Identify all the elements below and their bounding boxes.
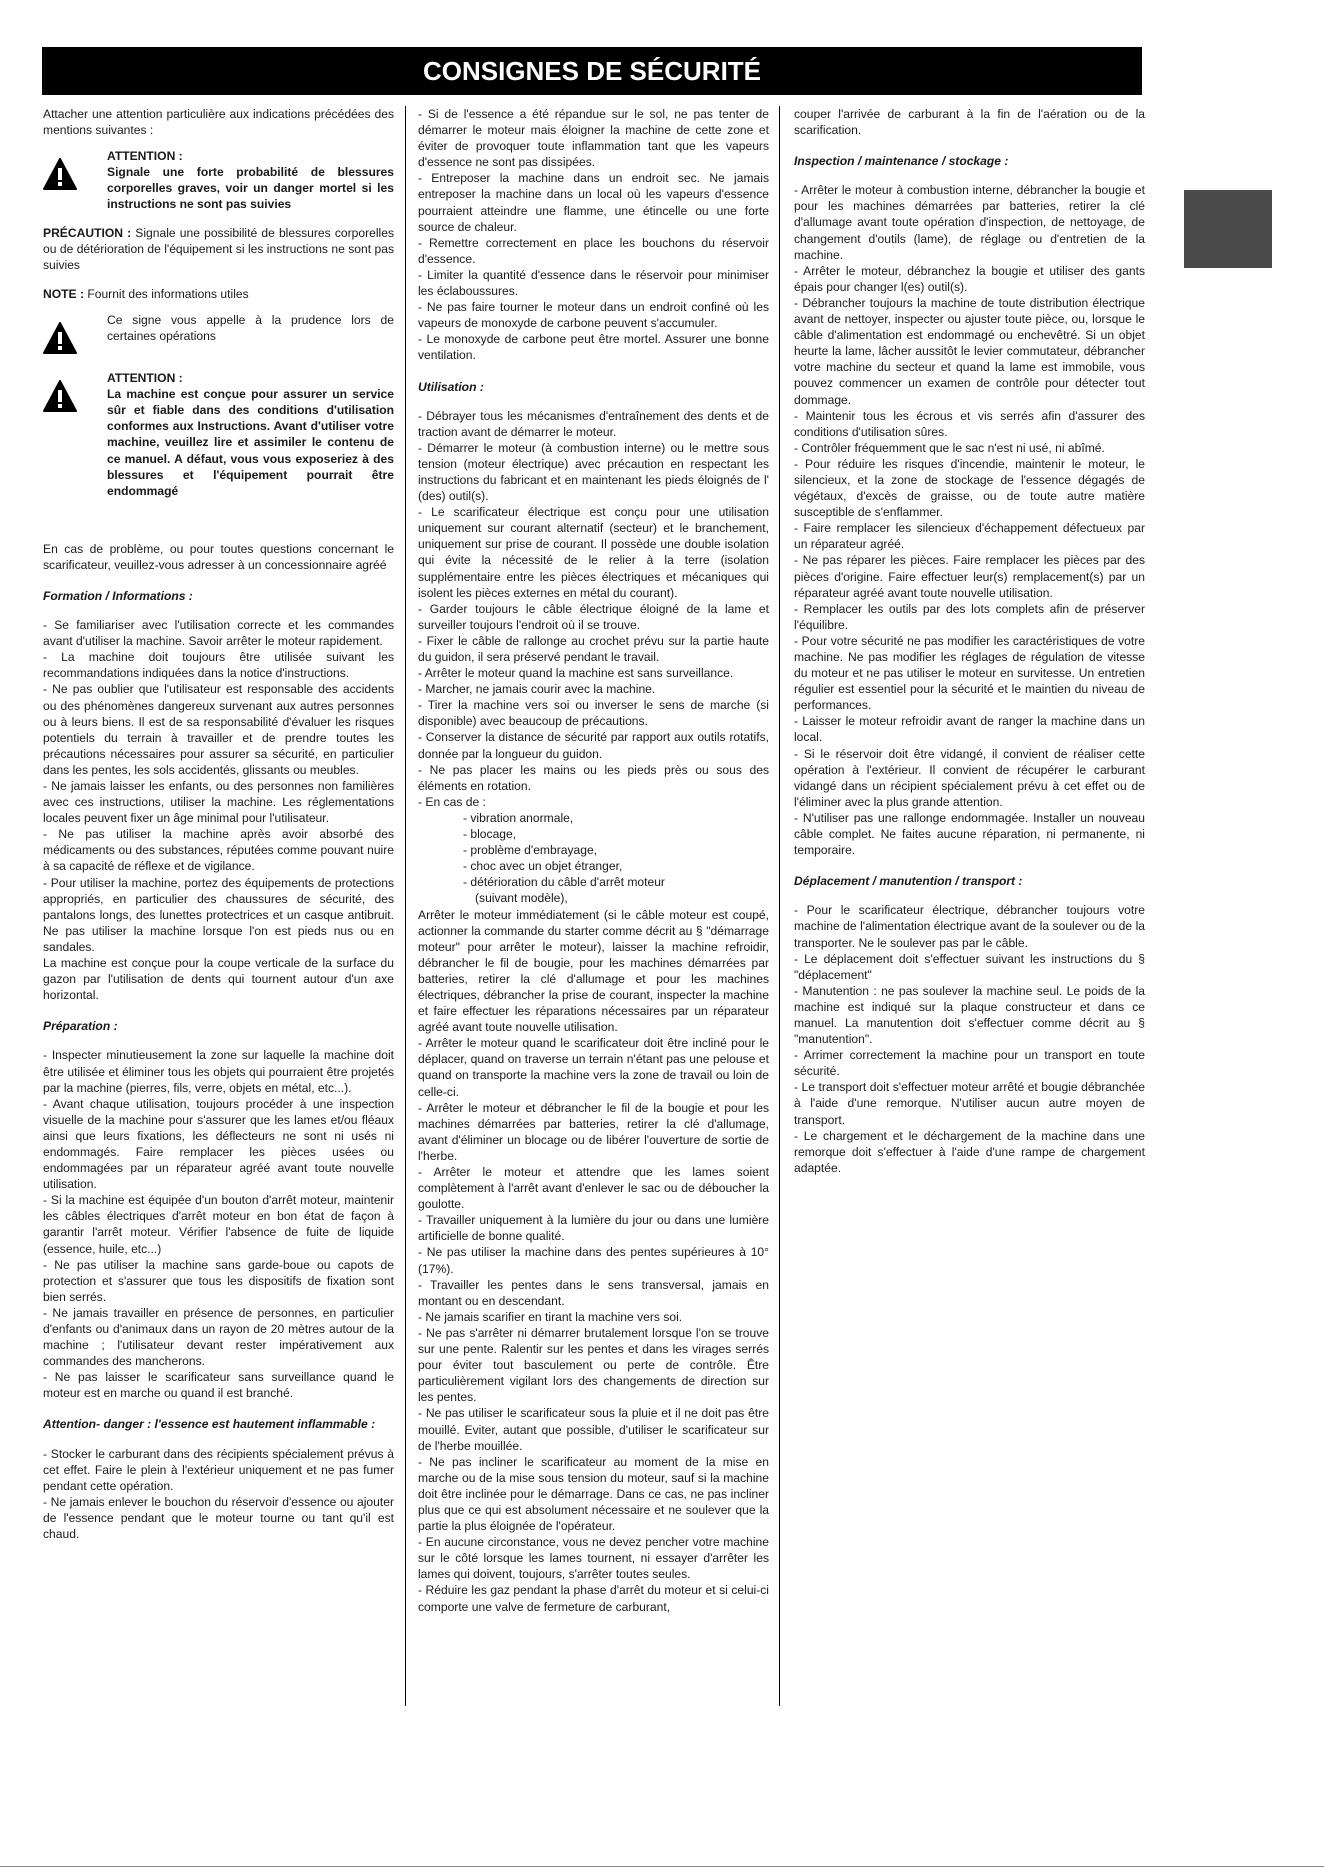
fuel-list-continued [418, 106, 769, 364]
paragraph: La machine est conçue pour la coupe verticale de la surface du gazon par l'utilisation de dents qui tournent autour d'un axe horizontal. [43, 956, 394, 1003]
paragraph: - Si la machine est équipée d'un bouton d'arrêt moteur, maintenir les câbles électriques d'arrêt moteur en bon état de façon à garantir l'arrêt moteur. Vérifier l'absence de fuite de liquide (essence, huile, etc...) [43, 1193, 394, 1256]
paragraph: - Laisser le moteur refroidir avant de ranger la machine dans un local. [794, 714, 1145, 745]
paragraph: - Si de l'essence a été répandue sur le sol, ne pas tenter de démarrer le moteur mais éloigner la machine de cette zone et éviter de provoquer toute inflammation tant que les vapeurs d'essence ne sont pas dissipées. [418, 107, 769, 170]
paragraph: - Arrêter le moteur quand la machine est sans surveillance. [418, 666, 734, 681]
paragraph: - Tirer la machine vers soi ou inverser le sens de marche (si disponible) avec beaucoup de précautions. [418, 698, 769, 729]
paragraph: - Ne jamais enlever le bouchon du réservoir d'essence ou ajouter de l'essence pendant que le moteur tourne ou tant qu'il est chaud. [43, 1494, 394, 1542]
note-label: NOTE : [43, 286, 84, 301]
list-item: - détérioration du câble d'arrêt moteur [463, 875, 665, 890]
paragraph: - En aucune circonstance, vous ne devez pencher votre machine sur le côté lorsque les lames tournent, ni essayer d'arrêter les lames qui doivent, toujours, s'arrêter toutes seules. [418, 1535, 769, 1582]
intro-text: Attacher une attention particulière aux indications précédées des mentions suivantes : [43, 107, 394, 138]
deplacement-list [794, 902, 1145, 1176]
paragraph: - Garder toujours le câble électrique éloigné de la lame et surveiller toujours l'endroit où il se trouve. [418, 601, 769, 632]
paragraph: - Ne pas utiliser le scarificateur sous la pluie et il ne doit pas être mouillé. Eviter, autant que possible, d'utiliser le scarificateur sur de l'herbe mouillée. [418, 1406, 769, 1453]
section-heading-utilisation: Utilisation : [418, 379, 484, 394]
paragraph: - Fixer le câble de rallonge au crochet prévu sur la partie haute du guidon, il sera préservé pendant le travail. [418, 633, 769, 664]
paragraph: - Maintenir tous les écrous et vis serrés afin d'assurer des conditions d'utilisation sûres. [794, 408, 1145, 439]
preparation-list [43, 1047, 394, 1401]
precaution-label: PRÉCAUTION : [43, 225, 132, 240]
paragraph: - Pour le scarificateur électrique, débrancher toujours votre machine de l'alimentation électrique avant de la soulever ou de la transporter. Ne le soulever pas par le câble. [794, 903, 1145, 950]
paragraph: - Ne pas laisser le scarificateur sans surveillance quand le moteur est en marche ou quand il est branché. [43, 1370, 394, 1401]
paragraph: Arrêter le moteur immédiatement (si le câble moteur est coupé, actionner la commande du starter comme décrit au § "démarrage moteur" pour arrêter le moteur), laisser la machine refroidir, débrancher le fil de bougie, pour les machines démarrées par batteries, retirer la clé d'allumage et pour les machines électriques, débrancher la prise de courant, inspecter la machine et faire effectuer les réparations nécessaires par un réparateur agréé avant toute nouvelle utilisation. [418, 907, 769, 1035]
fuel-danger-list [43, 1446, 394, 1543]
paragraph: - Limiter la quantité d'essence dans le réservoir pour minimiser les éclaboussures. [418, 267, 769, 299]
paragraph: - Ne pas s'arrêter ni démarrer brutalement lorsque l'on se trouve sur une pente. Ralentir sur les pentes et dans les virages serrés pour éviter tout basculement ou perte de contrôle. Être particulièrement vigilant lors des changements de direction sur les pentes. [418, 1325, 769, 1405]
page-bottom-rule [0, 1866, 1324, 1867]
list-item: (suivant modèle), [475, 891, 568, 906]
paragraph: - Le scarificateur électrique est conçu pour une utilisation uniquement sur courant alternatif (secteur) et le branchement, uniquement sur prise de courant. Il possède une double isolation qui évite la nécessité de le relier à la terre (isolation supplémentaire entre les pièces électriques et mécaniques qui isolent les pièces externes en métal du courant). [418, 505, 769, 600]
warning-block [43, 148, 394, 212]
paragraph: - Le transport doit s'effectuer moteur arrêté et bougie débranchée à l'aide d'une remorque. N'utiliser aucun autre moyen de transport. [794, 1080, 1145, 1127]
column-divider [405, 106, 406, 1706]
column-middle [418, 106, 769, 1615]
paragraph: - Ne pas utiliser la machine dans des pentes supérieures à 10° (17%). [418, 1245, 769, 1276]
caution-text: Ce signe vous appelle à la prudence lors de certaines opérations [107, 312, 394, 344]
paragraph: - Travailler uniquement à la lumière du jour ou dans une lumière artificielle de bonne qualité. [418, 1213, 769, 1244]
warning-icon [43, 312, 107, 358]
paragraph: - Ne pas incliner le scarificateur au moment de la mise en marche ou de la mise sous tension du moteur, sauf si la machine doit être inclinée pour le démarrage. Dans ce cas, ne pas incliner plus que ce qui est absolument nécessaire et ne soulever que la partie la plus éloignée de l'opérateur. [418, 1454, 769, 1534]
paragraph: - Conserver la distance de sécurité par rapport aux outils rotatifs, donnée par la longueur du guidon. [418, 730, 769, 761]
paragraph: - Pour réduire les risques d'incendie, maintenir le moteur, le silencieux, et la zone de stockage de l'essence dégagés de végétaux, d'excès de graisse, ou de toute autre matière susceptible de s'enflammer. [794, 456, 1145, 520]
paragraph: - Ne jamais travailler en présence de personnes, en particulier d'enfants ou d'animaux dans un rayon de 20 mètres autour de la machine ; l'utilisateur devant rester impérativement aux commandes des mancherons. [43, 1305, 394, 1369]
warning-heading: ATTENTION : [107, 371, 183, 386]
paragraph: - Remplacer les outils par des lots complets afin de préserver l'équilibre. [794, 601, 1145, 632]
paragraph: - Contrôler fréquemment que le sac n'est ni usé, ni abîmé. [794, 440, 1105, 455]
list-item: - vibration anormale, [463, 810, 574, 825]
paragraph: - Arrêter le moteur à combustion interne, débrancher la bougie et pour les machines démarrées par batteries, retirer la clé d'allumage avant toute opération d'inspection, de nettoyage, de changement d'outils (lame), de réglage ou d'entretien de la machine. [794, 183, 1145, 262]
list-item: - blocage, [463, 827, 517, 842]
paragraph: - Débrayer tous les mécanismes d'entraînement des dents et de traction avant de démarrer le moteur. [418, 408, 769, 439]
paragraph: - Le monoxyde de carbone peut être mortel. Assurer une bonne ventilation. [418, 332, 769, 363]
paragraph: - Arrêter le moteur et débrancher le fil de la bougie et pour les machines démarrées par batteries, retirer la clé d'allumage, avant d'éliminer un blocage ou de libérer l'ouverture de sortie de l'herbe. [418, 1100, 769, 1163]
section-heading-deplacement: Déplacement / manutention / transport : [794, 874, 1023, 889]
column-divider [779, 106, 780, 1706]
paragraph: - Manutention : ne pas soulever la machine seul. Le poids de la machine est indiqué sur la plaque constructeur et dans ce manuel. La manutention doit s'effectuer comme décrit au § "manutention". [794, 983, 1145, 1047]
paragraph: - Ne pas utiliser la machine sans garde-boue ou capots de protection et s'assurer que tous les dispositifs de fixation sont bien serrés. [43, 1257, 394, 1304]
paragraph: - Débrancher toujours la machine de toute distribution électrique avant de nettoyer, inspecter ou ajuster toute pièce, ou, lorsque le câble d'alimentation est endommagé ou enchevêtré. Si un objet heurte la lame, lâcher aussitôt le levier commutateur, débrancher votre machine du secteur et quand la lame est immobile, vous pouvez commencer un examen de contrôle pour détecter tout dommage. [794, 295, 1145, 407]
paragraph: - Ne pas utiliser la machine après avoir absorbé des médicaments ou des substances, réputées comme pouvant nuire à sa capacité de réflexe et de vigilance. [43, 827, 394, 874]
formation-list [43, 617, 394, 1003]
paragraph: - Inspecter minutieusement la zone sur laquelle la machine doit être utilisée et éliminer tous les objets qui pourraient être projetés par la machine (pierres, fils, verre, objets en métal, etc...). [43, 1048, 394, 1095]
warning-heading: ATTENTION : [107, 149, 183, 164]
paragraph: - Stocker le carburant dans des récipients spécialement prévus à cet effet. Faire le plein à l'extérieur uniquement et ne pas fumer pendant cette opération. [43, 1446, 394, 1493]
list-item: - problème d'embrayage, [463, 843, 598, 858]
column-left [43, 106, 394, 1542]
paragraph: - Réduire les gaz pendant la phase d'arrêt du moteur et si celui-ci comporte une valve de fermeture de carburant, [418, 1583, 769, 1614]
paragraph: - Arrêter le moteur quand le scarificateur doit être incliné pour le déplacer, quand on traverse un terrain n'étant pas une pelouse et quand on transporte la machine vers la zone de travail ou loin de celle-ci. [418, 1036, 769, 1099]
paragraph: - N'utiliser pas une rallonge endommagée. Installer un nouveau câble complet. Ne faites aucune réparation, ni permanente, ni temporaire. [794, 810, 1145, 858]
paragraph: - Ne pas oublier que l'utilisateur est responsable des accidents ou des phénomènes dangereux survenant aux autres personnes ou à leurs biens. Il est de sa responsabilité d'évaluer les risques potentiels du terrain à travailler et de prendre toutes les précautions nécessaires pour assurer sa sécurité, en particulier dans les pentes, les sols accidentés, glissants ou meubles. [43, 682, 394, 777]
note-text: NOTE : Fournit des informations utiles [43, 286, 249, 301]
section-heading-fuel-danger: Attention- danger : l'essence est hautement inflammable : [43, 1417, 376, 1432]
section-heading-inspection: Inspection / maintenance / stockage : [794, 154, 1009, 169]
section-tab-marker [1184, 190, 1272, 268]
warning-block [43, 370, 394, 499]
section-heading-preparation: Préparation : [43, 1019, 118, 1034]
paragraph: - Ne pas faire tourner le moteur dans un endroit confiné où les vapeurs de monoxyde de carbone peuvent s'accumuler. [418, 300, 769, 331]
page-title: CONSIGNES DE SÉCURITÉ [42, 47, 1142, 95]
paragraph: - Marcher, ne jamais courir avec la machine. [418, 682, 656, 697]
paragraph: - Si le réservoir doit être vidangé, il convient de réaliser cette opération à l'extérieur. Il convient de récupérer le carburant vidangé dans un récipient spécialement prévu à cet effet ou de l'éliminer avec la plus grande attention. [794, 746, 1145, 809]
column-right [794, 106, 1145, 1176]
paragraph: - Avant chaque utilisation, toujours procéder à une inspection visuelle de la machine pour s'assurer que les lames et/ou fléaux ainsi que leurs fixations, les déflecteurs ne sont ni usés ni endommagés. Faire remplacer les pièces usées ou endommagées par un réparateur agréé avant toute nouvelle utilisation. [43, 1096, 394, 1192]
paragraph: - Travailler les pentes dans le sens transversal, jamais en montant ou en descendant. [418, 1277, 769, 1308]
warning-text: Signale une forte probabilité de blessures corporelles graves, voir un danger mortel si les instructions ne sont pas suivies [107, 165, 394, 212]
paragraph: - Se familiariser avec l'utilisation correcte et les commandes avant d'utiliser la machine. Savoir arrêter le moteur rapidement. [43, 618, 394, 649]
caution-block [43, 312, 394, 358]
inspection-list [794, 182, 1145, 858]
paragraph: - Arrimer correctement la machine pour un transport en toute sécurité. [794, 1048, 1145, 1079]
warning-icon [43, 370, 107, 499]
paragraph: - Le chargement et le déchargement de la machine dans une remorque doit s'effectuer à l'aide d'une rampe de chargement adaptée. [794, 1128, 1145, 1175]
paragraph: - Pour votre sécurité ne pas modifier les caractéristiques de votre machine. Ne pas modifier les réglages de régulation de vitesse du moteur et ne pas utiliser le moteur en survitesse. Un entretien régulier est essentiel pour la sécurité et le maintien du niveau de performances. [794, 633, 1145, 713]
paragraph: - Arrêter le moteur et attendre que les lames soient complètement à l'arrêt avant d'enlever le sac ou de déboucher la goulotte. [418, 1165, 769, 1212]
warning-text: La machine est conçue pour assurer un service sûr et fiable dans des conditions d'utilisation conformes aux Instructions. Avant d'utiliser votre machine, veuillez lire et assimiler le contenu de ce manuel. A défaut, vous vous exposeriez à des blessures et l'équipement pourrait être endommagé [107, 387, 394, 498]
list-item: - choc avec un objet étranger, [463, 859, 623, 874]
utilisation-list [418, 408, 769, 1615]
paragraph: - Le déplacement doit s'effectuer suivant les instructions du § "déplacement" [794, 951, 1145, 982]
paragraph: - Faire remplacer les silencieux d'échappement défectueux par un réparateur agréé. [794, 521, 1145, 552]
paragraph: - Ne jamais scarifier en tirant la machine vers soi. [418, 1309, 683, 1324]
problem-text: En cas de problème, ou pour toutes questions concernant le scarificateur, veuillez-vous adresser à un concessionnaire agréé [43, 541, 394, 572]
paragraph: - La machine doit toujours être utilisée suivant les recommandations indiquées dans la notice d'instructions. [43, 650, 394, 681]
paragraph: - Ne pas réparer les pièces. Faire remplacer les pièces par des pièces d'origine. Faire effectuer leur(s) remplacement(s) par un réparateur agréé avant toute nouvelle utilisation. [794, 553, 1145, 600]
precaution-text: PRÉCAUTION : Signale une possibilité de blessures corporelles ou de détérioration de l'équipement si les instructions ne sont pas suivies [43, 225, 395, 272]
paragraph: - Entreposer la machine dans un endroit sec. Ne jamais entreposer la machine dans un local où les vapeurs d'essence pourraient atteindre une flamme, une étincelle ou une forte source de chaleur. [418, 171, 769, 234]
paragraph: - Pour utiliser la machine, portez des équipements de protections appropriés, en particulier des chaussures de sécurité, des pantalons longs, des lunettes protectrices et un casque antibruit. Ne pas utiliser la machine lorsque l'on est pieds nus ou en sandales. [43, 875, 394, 954]
paragraph: - Ne pas placer les mains ou les pieds près ou sous des éléments en rotation. [418, 762, 769, 793]
paragraph: - Ne jamais laisser les enfants, ou des personnes non familières avec ces instructions, utiliser la machine. Les réglementations locales peuvent fixer un âge minimal pour l'utilisateur. [43, 779, 394, 826]
paragraph: - Arrêter le moteur, débranchez la bougie et utiliser des gants épais pour changer l(es) outil(s). [794, 263, 1145, 294]
section-heading-formation: Formation / Informations : [43, 588, 193, 603]
paragraph: - Remettre correctement en place les bouchons du réservoir d'essence. [418, 235, 769, 266]
paragraph: - En cas de : [418, 794, 486, 809]
warning-icon [43, 148, 107, 212]
paragraph: couper l'arrivée de carburant à la fin de l'aération ou de la scarification. [794, 107, 1145, 138]
paragraph: - Démarrer le moteur (à combustion interne) ou le mettre sous tension (moteur électrique) avec précaution en respectant les instructions du fabricant et en maintenant les pieds éloignés de l' (des) outil(s). [418, 440, 769, 504]
